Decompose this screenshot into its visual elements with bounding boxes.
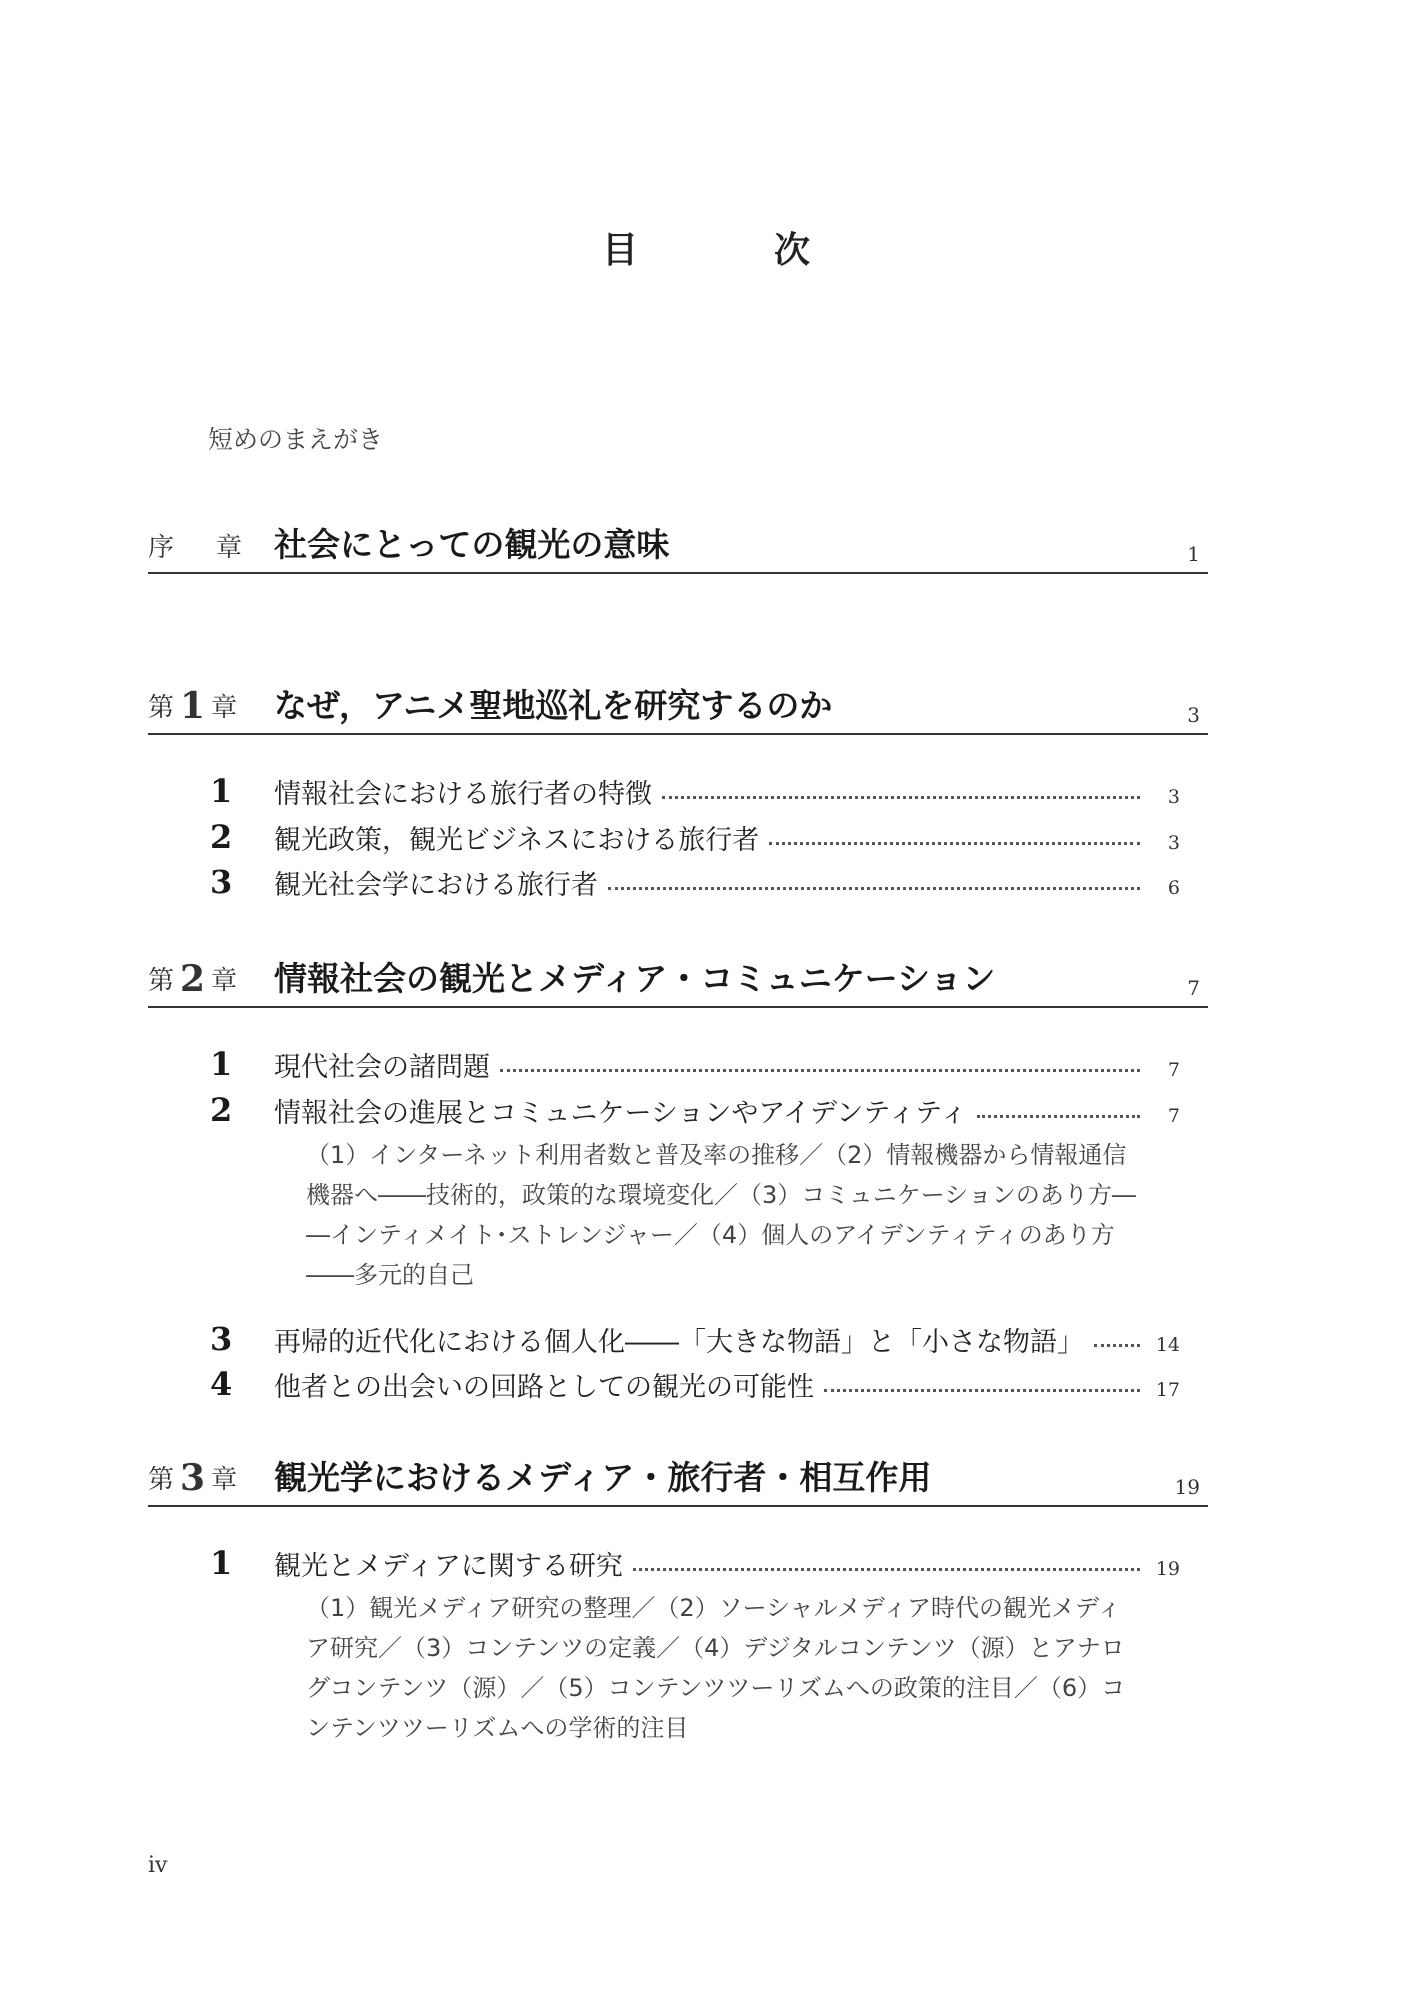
section-title: 観光とメディアに関する研究 (274, 1550, 623, 1582)
chapter-label-prefix: 第 (148, 1465, 175, 1495)
section-title: 観光政策，観光ビジネスにおける旅行者 (274, 824, 760, 856)
section-number: 3 (210, 1320, 233, 1358)
section-2-3[interactable] (210, 1319, 1180, 1359)
section-page: 3 (1167, 786, 1180, 808)
chapter-label-suffix: 章 (211, 966, 238, 996)
section-2-4[interactable] (210, 1364, 1180, 1404)
preface-link[interactable]: 短めのまえがき (208, 425, 384, 454)
section-page: 6 (1167, 877, 1180, 899)
chapter-page: 7 (1187, 976, 1200, 1000)
chapter-label (148, 683, 237, 725)
section-1-2[interactable] (210, 817, 1180, 857)
section-page: 19 (1155, 1558, 1180, 1580)
chapter-1[interactable] (148, 681, 1208, 735)
section-2-2[interactable] (210, 1090, 1180, 1130)
dot-leader (824, 1389, 1140, 1392)
dot-leader (608, 887, 1140, 890)
section-number: 1 (210, 772, 233, 810)
page-number: iv (148, 1853, 168, 1878)
chapter-number: 1 (180, 685, 206, 727)
section-page: 14 (1155, 1334, 1180, 1356)
chapter-title: 観光学におけるメディア・旅行者・相互作用 (274, 1458, 932, 1497)
dot-leader (633, 1568, 1140, 1571)
section-page: 7 (1167, 1105, 1180, 1127)
chapter-label (148, 1455, 237, 1497)
chapter-label-prefix: 序 (148, 533, 175, 563)
dot-leader (977, 1115, 1140, 1118)
page-title: 目 次 (601, 230, 860, 271)
section-title: 情報社会の進展とコミュニケーションやアイデンティティ (274, 1097, 968, 1129)
section-number: 2 (210, 1091, 233, 1129)
section-2-1[interactable] (210, 1044, 1180, 1084)
chapter-title: 情報社会の観光とメディア・コミュニケーション (274, 959, 996, 998)
dot-leader (769, 842, 1140, 845)
section-number: 1 (210, 1544, 233, 1582)
section-number: 4 (210, 1365, 233, 1403)
chapter-page: 19 (1174, 1475, 1200, 1499)
subsection-list: （1）インターネット利用者数と普及率の推移／（2）情報機器から情報通信機器へ――技術的，政策的な環境変化／（3）コミュニケーションのあり方――インティメイト･ストレンジャー／（4）個人のアイデンティティのあり方――多元的自己 (306, 1141, 1136, 1289)
chapter-page: 1 (1187, 542, 1200, 566)
section-page: 3 (1167, 832, 1180, 854)
chapter-3[interactable] (148, 1453, 1208, 1507)
chapter-label-suffix: 章 (211, 1465, 238, 1495)
section-3-1[interactable] (210, 1543, 1180, 1583)
chapter-label-suffix: 章 (216, 533, 243, 563)
chapter-label-prefix: 第 (148, 966, 175, 996)
chapter-label-prefix: 第 (148, 693, 175, 723)
chapter-intro[interactable] (148, 520, 1208, 574)
dot-leader (1094, 1344, 1140, 1347)
subsection-list: （1）観光メディア研究の整理／（2）ソーシャルメディア時代の観光メディア研究／（3）コンテンツの定義／（4）デジタルコンテンツ（源）とアナログコンテンツ（源）／（5）コンテンツツーリズムへの政策的注目／（6）コンテンツツーリズムへの学術的注目 (306, 1594, 1126, 1742)
chapter-title: 社会にとっての観光の意味 (274, 525, 670, 564)
section-1-3[interactable] (210, 862, 1180, 902)
section-title: 他者との出会いの回路としての観光の可能性 (274, 1371, 814, 1403)
chapter-2[interactable] (148, 954, 1208, 1008)
chapter-label (148, 956, 237, 998)
section-1-1[interactable] (210, 771, 1180, 811)
chapter-label (148, 527, 242, 564)
chapter-title: なぜ，アニメ聖地巡礼を研究するのか (274, 686, 833, 725)
dot-leader (662, 796, 1140, 799)
section-page: 7 (1167, 1059, 1180, 1081)
section-number: 2 (210, 818, 233, 856)
section-page: 17 (1155, 1379, 1180, 1401)
dot-leader (500, 1069, 1140, 1072)
section-title: 観光社会学における旅行者 (274, 869, 598, 901)
section-number: 3 (210, 863, 233, 901)
chapter-label-suffix: 章 (211, 693, 238, 723)
chapter-number: 2 (180, 958, 206, 1000)
section-title: 情報社会における旅行者の特徴 (274, 778, 652, 810)
chapter-number: 3 (180, 1457, 206, 1499)
section-number: 1 (210, 1045, 233, 1083)
section-title: 再帰的近代化における個人化――「大きな物語」と「小さな物語」 (274, 1326, 1084, 1358)
chapter-page: 3 (1187, 703, 1200, 727)
section-title: 現代社会の諸問題 (274, 1051, 490, 1083)
